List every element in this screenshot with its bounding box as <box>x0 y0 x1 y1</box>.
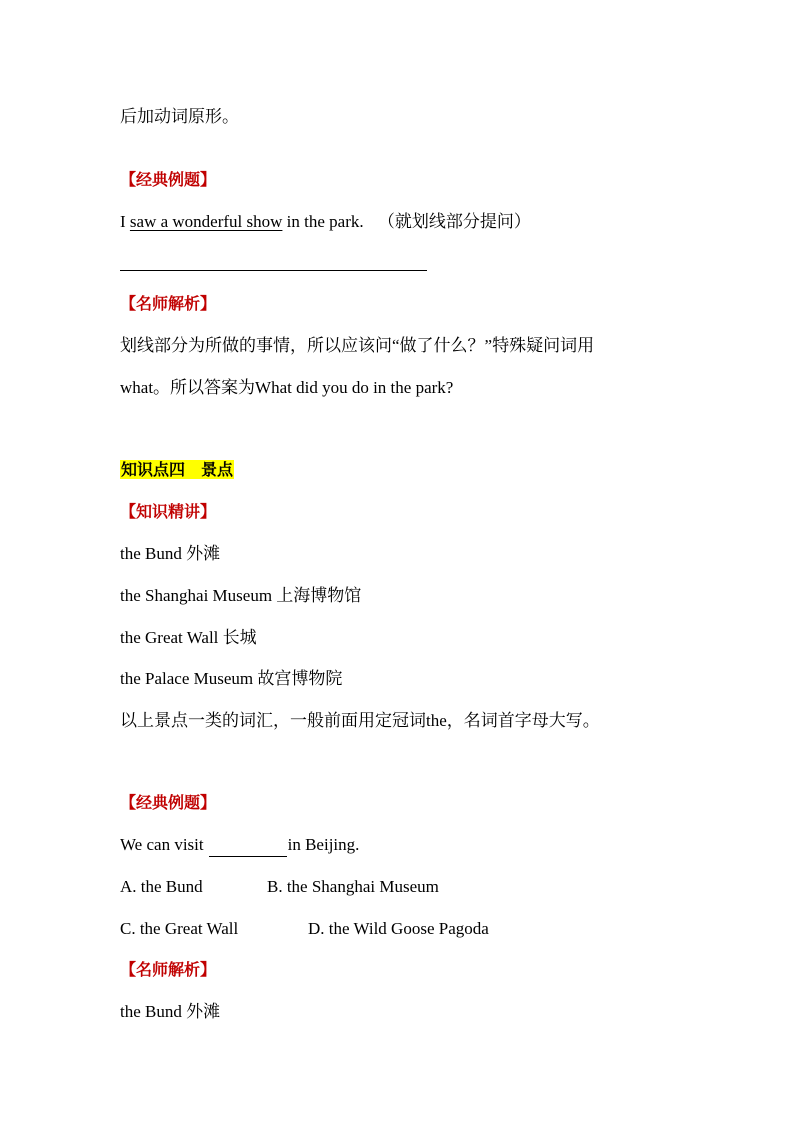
option-b: B. the Shanghai Museum <box>267 877 439 896</box>
option-c: C. the Great Wall <box>120 919 239 938</box>
example1-sentence-suffix: in the park. <box>282 212 364 231</box>
example1-instruction: （就划线部分提问） <box>377 212 531 231</box>
example1-sentence-prefix: I <box>120 212 130 231</box>
analysis2-line1: the Bund 外滩 <box>120 1002 221 1021</box>
options-row-1 <box>120 875 720 899</box>
option-a: A. the Bund <box>120 877 203 896</box>
option-d: D. the Wild Goose Pagoda <box>308 919 489 938</box>
section4-note: 以上景点一类的词汇，一般前面用定冠词the，名词首字母大写。 <box>120 711 600 730</box>
vocab-item: the Shanghai Museum 上海博物馆 <box>120 586 362 605</box>
example2-heading: 【经典例题】 <box>120 793 217 812</box>
example1-heading: 【经典例题】 <box>120 170 217 189</box>
vocab-item: the Great Wall 长城 <box>120 628 257 647</box>
example1-underlined-phrase: saw a wonderful show <box>129 212 283 231</box>
example1-sentence <box>120 210 531 234</box>
example2-question-suffix: in Beijing. <box>287 835 360 854</box>
vocab-item: the Bund 外滩 <box>120 544 221 563</box>
analysis1-line1: 划线部分为所做的事情，所以应该问“做了什么？”特殊疑问词用 <box>120 336 595 355</box>
analysis2-heading: 【名师解析】 <box>120 960 217 979</box>
example2-question <box>120 833 359 857</box>
section4-title-row <box>120 458 234 482</box>
fill-blank <box>209 838 287 857</box>
vocab-item: the Palace Museum 故宫博物院 <box>120 669 343 688</box>
analysis1-heading: 【名师解析】 <box>120 294 217 313</box>
example2-question-prefix: We can visit <box>120 835 204 854</box>
section4-title: 知识点四 景点 <box>121 460 234 479</box>
section4-subheading: 【知识精讲】 <box>120 502 217 521</box>
analysis1-line2: what。所以答案为What did you do in the park? <box>120 378 454 397</box>
answer-line <box>120 270 427 271</box>
options-row-2 <box>120 917 720 941</box>
intro-continuation: 后加动词原形。 <box>120 107 239 126</box>
